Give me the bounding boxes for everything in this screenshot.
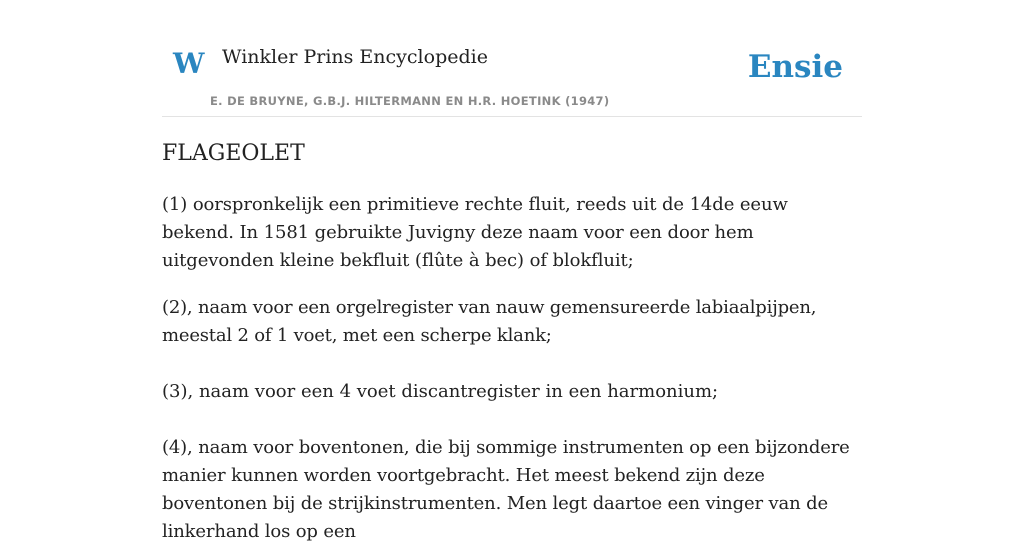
publication-logo[interactable]: W <box>173 47 205 80</box>
article-paragraph-3: (3), naam voor een 4 voet discantregister in een harmonium; <box>162 381 719 403</box>
article-title: FLAGEOLET <box>162 141 305 166</box>
article-content <box>162 136 862 546</box>
brand-logo[interactable]: Ensie <box>747 49 843 85</box>
publication-authors: E. DE BRUYNE, G.B.J. HILTERMANN EN H.R. HOETINK (1947) <box>210 94 610 108</box>
article-paragraph-2: (2), naam voor een orgelregister van nauw gemensureerde labiaalpijpen, meestal 2 of 1 voet, met een scherpe klank; <box>162 297 817 347</box>
publication-title[interactable]: Winkler Prins Encyclopedie <box>222 46 488 68</box>
article-paragraph-1: (1) oorspronkelijk een primitieve rechte fluit, reeds uit de 14de eeuw bekend. In 1581 gebruikte Juvigny deze naam voor een door hem uitgevonden kleine bekfluit (flûte à bec) of blokfluit; <box>162 194 788 272</box>
article-paragraph-4: (4), naam voor boventonen, die bij sommige instrumenten op een bijzondere manier kunnen worden voortgebracht. Het meest bekend zijn deze boventonen bij de strijkinstrumenten. Men legt daartoe een vinger van de linkerhand los op een <box>162 437 850 543</box>
publication-header <box>162 0 862 117</box>
